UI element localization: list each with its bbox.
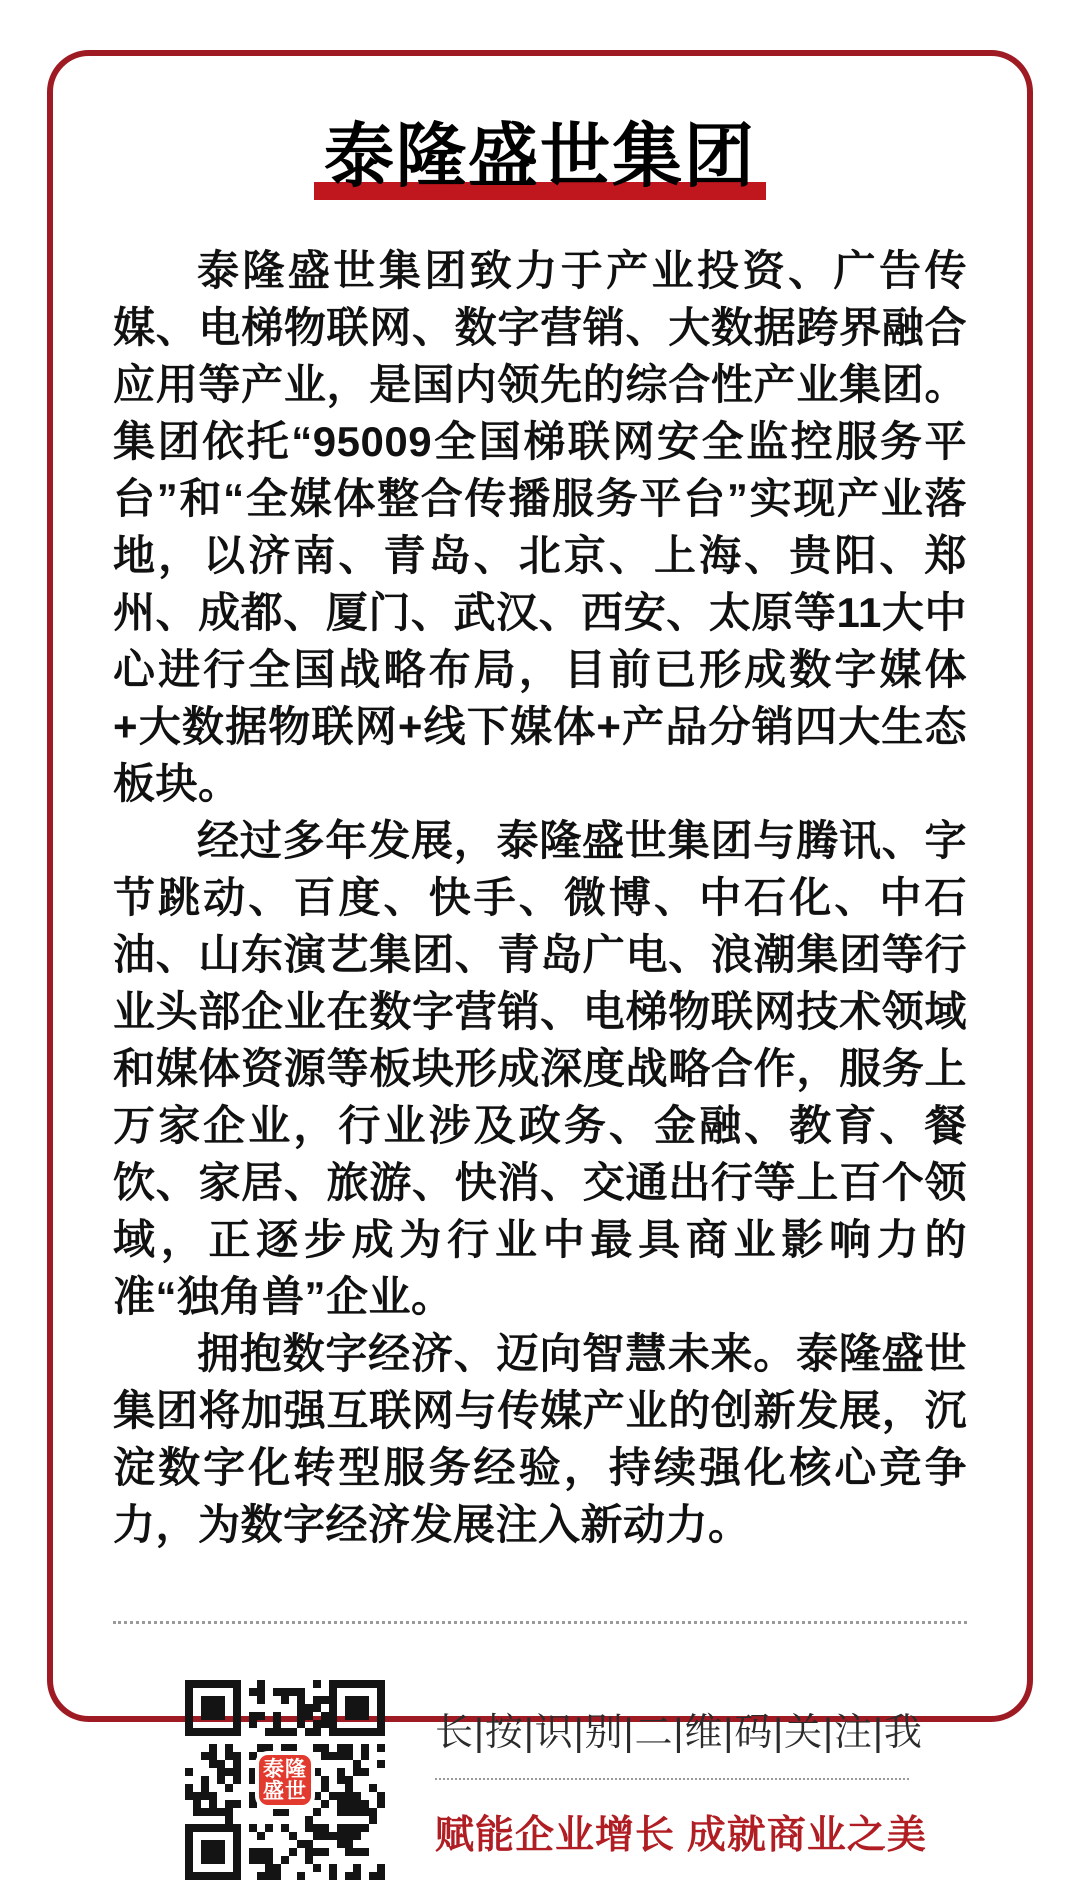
qr-center-seal: [259, 1755, 311, 1805]
footer-dotted-divider: [435, 1778, 909, 1780]
qr-seal-line-1: 泰隆: [263, 1757, 307, 1781]
company-description: [113, 242, 967, 1553]
company-intro-card: [47, 50, 1033, 1857]
intro-paragraph-1: 泰隆盛世集团致力于产业投资、广告传媒、电梯物联网、数字营销、大数据跨界融合应用等产业，是国内领先的综合性产业集团。集团依托“95009全国梯联网安全监控服务平台”和“全媒体整合传播服务平台”实现产业落地，以济南、青岛、北京、上海、贵阳、郑州、成都、厦门、武汉、西安、太原等11大中心进行全国战略布局，目前已形成数字媒体+大数据物联网+线下媒体+产品分销四大生态板块。: [113, 247, 967, 807]
intro-paragraph-3: 拥抱数字经济、迈向智慧未来。泰隆盛世集团将加强互联网与传媒产业的创新发展，沉淀数字化转型服务经验，持续强化核心竞争力，为数字经济发展注入新动力。: [113, 1330, 967, 1548]
qr-seal-line-2: 盛世: [263, 1779, 307, 1803]
qr-code[interactable]: [185, 1680, 385, 1880]
page-title: 泰隆盛世集团: [314, 114, 766, 200]
footer-text-column: [435, 1701, 927, 1860]
company-slogan: 赋能企业增长 成就商业之美: [435, 1813, 927, 1857]
intro-paragraph-2: 经过多年发展，泰隆盛世集团与腾讯、字节跳动、百度、快手、微博、中石化、中石油、山东演艺集团、青岛广电、浪潮集团等行业头部企业在数字营销、电梯物联网技术领域和媒体资源等板块形成深度战略合作，服务上万家企业，行业涉及政务、金融、教育、餐饮、家居、旅游、快消、交通出行等上百个领域，正逐步成为行业中最具商业影响力的准“独角兽”企业。: [113, 817, 967, 1320]
dotted-divider: [113, 1621, 967, 1624]
title-section: [113, 114, 967, 200]
follow-instruction: 长|按|识|别|二|维|码|关|注|我: [435, 1711, 923, 1754]
footer-section: [113, 1680, 967, 1880]
